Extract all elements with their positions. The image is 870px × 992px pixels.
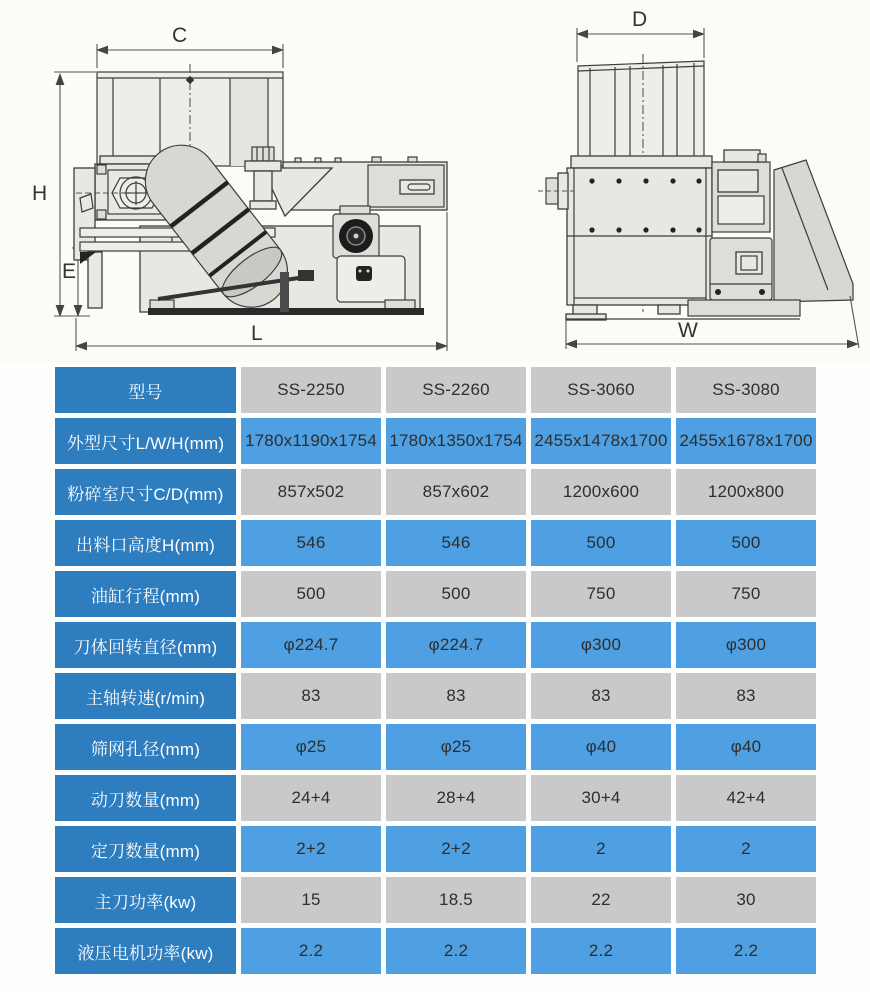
spec-rows [55, 418, 816, 974]
spec-value-cell: φ224.7 [386, 622, 526, 668]
spec-value-cell: 1200x600 [531, 469, 671, 515]
spec-value-cell: 500 [386, 571, 526, 617]
header-model-label: 型号 [55, 367, 236, 413]
spec-value-cell: 750 [531, 571, 671, 617]
spec-value-cell: 15 [241, 877, 381, 923]
spec-value-cell: 2+2 [241, 826, 381, 872]
row-label: 外型尺寸L/W/H(mm) [55, 418, 236, 464]
spec-value-cell: 83 [676, 673, 816, 719]
end-view [538, 8, 859, 349]
spec-value-cell: 2 [676, 826, 816, 872]
spec-value-cell: 1200x800 [676, 469, 816, 515]
end-shaft [538, 173, 574, 209]
spec-value-cell: 83 [241, 673, 381, 719]
table-row [55, 928, 816, 974]
spec-value-cell: 83 [531, 673, 671, 719]
table-row [55, 673, 816, 719]
spec-value-cell: 30+4 [531, 775, 671, 821]
dim-label-H: H [32, 182, 48, 205]
dim-label-E: E [62, 260, 77, 283]
table-row [55, 775, 816, 821]
spec-value-cell: φ300 [531, 622, 671, 668]
table-row [55, 622, 816, 668]
spec-value-cell: 2.2 [676, 928, 816, 974]
spec-value-cell: 500 [676, 520, 816, 566]
spec-value-cell: φ300 [676, 622, 816, 668]
dim-label-C: C [172, 24, 188, 47]
spec-value-cell: φ224.7 [241, 622, 381, 668]
row-label: 筛网孔径(mm) [55, 724, 236, 770]
spec-value-cell: 857x602 [386, 469, 526, 515]
spec-table [55, 367, 816, 974]
dim-label-D: D [632, 8, 648, 31]
row-label: 粉碎室尺寸C/D(mm) [55, 469, 236, 515]
spec-value-cell: 2455x1678x1700 [676, 418, 816, 464]
spec-value-cell: φ25 [386, 724, 526, 770]
row-label: 主刀功率(kw) [55, 877, 236, 923]
spec-value-cell: 22 [531, 877, 671, 923]
spec-value-cell: 750 [676, 571, 816, 617]
side-view [32, 24, 447, 351]
table-row [55, 724, 816, 770]
table-header-row [55, 367, 816, 413]
table-row [55, 469, 816, 515]
spec-value-cell: 1780x1350x1754 [386, 418, 526, 464]
row-label: 动刀数量(mm) [55, 775, 236, 821]
model-column-header: SS-2250 [241, 367, 381, 413]
spec-value-cell: 2.2 [531, 928, 671, 974]
model-column-header: SS-3080 [676, 367, 816, 413]
technical-drawings [0, 0, 870, 362]
spec-value-cell: 500 [531, 520, 671, 566]
spec-value-cell: 2455x1478x1700 [531, 418, 671, 464]
dim-label-W: W [678, 319, 698, 342]
side-oil-tank [337, 256, 405, 302]
table-row [55, 826, 816, 872]
spec-value-cell: 2 [531, 826, 671, 872]
end-body [567, 168, 712, 305]
spec-value-cell: 500 [241, 571, 381, 617]
spec-value-cell: 83 [386, 673, 526, 719]
spec-value-cell: φ25 [241, 724, 381, 770]
spec-value-cell: 2.2 [241, 928, 381, 974]
spec-value-cell: 2.2 [386, 928, 526, 974]
row-label: 油缸行程(mm) [55, 571, 236, 617]
belt-guard [774, 160, 853, 302]
spec-value-cell: 30 [676, 877, 816, 923]
row-label: 主轴转速(r/min) [55, 673, 236, 719]
spec-value-cell: φ40 [676, 724, 816, 770]
dim-label-L: L [251, 322, 263, 345]
spec-value-cell: φ40 [531, 724, 671, 770]
side-motor [333, 206, 379, 258]
table-row [55, 571, 816, 617]
row-label: 定刀数量(mm) [55, 826, 236, 872]
row-label: 出料口高度H(mm) [55, 520, 236, 566]
spec-value-cell: 18.5 [386, 877, 526, 923]
spec-value-cell: 42+4 [676, 775, 816, 821]
spec-value-cell: 546 [241, 520, 381, 566]
spec-value-cell: 546 [386, 520, 526, 566]
drawings-svg [0, 0, 870, 362]
table-row [55, 877, 816, 923]
end-drive-assembly [710, 150, 853, 302]
spec-value-cell: 24+4 [241, 775, 381, 821]
row-label: 刀体回转直径(mm) [55, 622, 236, 668]
table-row [55, 520, 816, 566]
spec-value-cell: 1780x1190x1754 [241, 418, 381, 464]
model-column-header: SS-2260 [386, 367, 526, 413]
row-label: 液压电机功率(kw) [55, 928, 236, 974]
spec-value-cell: 2+2 [386, 826, 526, 872]
spec-value-cell: 28+4 [386, 775, 526, 821]
spec-value-cell: 857x502 [241, 469, 381, 515]
model-column-header: SS-3060 [531, 367, 671, 413]
table-row [55, 418, 816, 464]
